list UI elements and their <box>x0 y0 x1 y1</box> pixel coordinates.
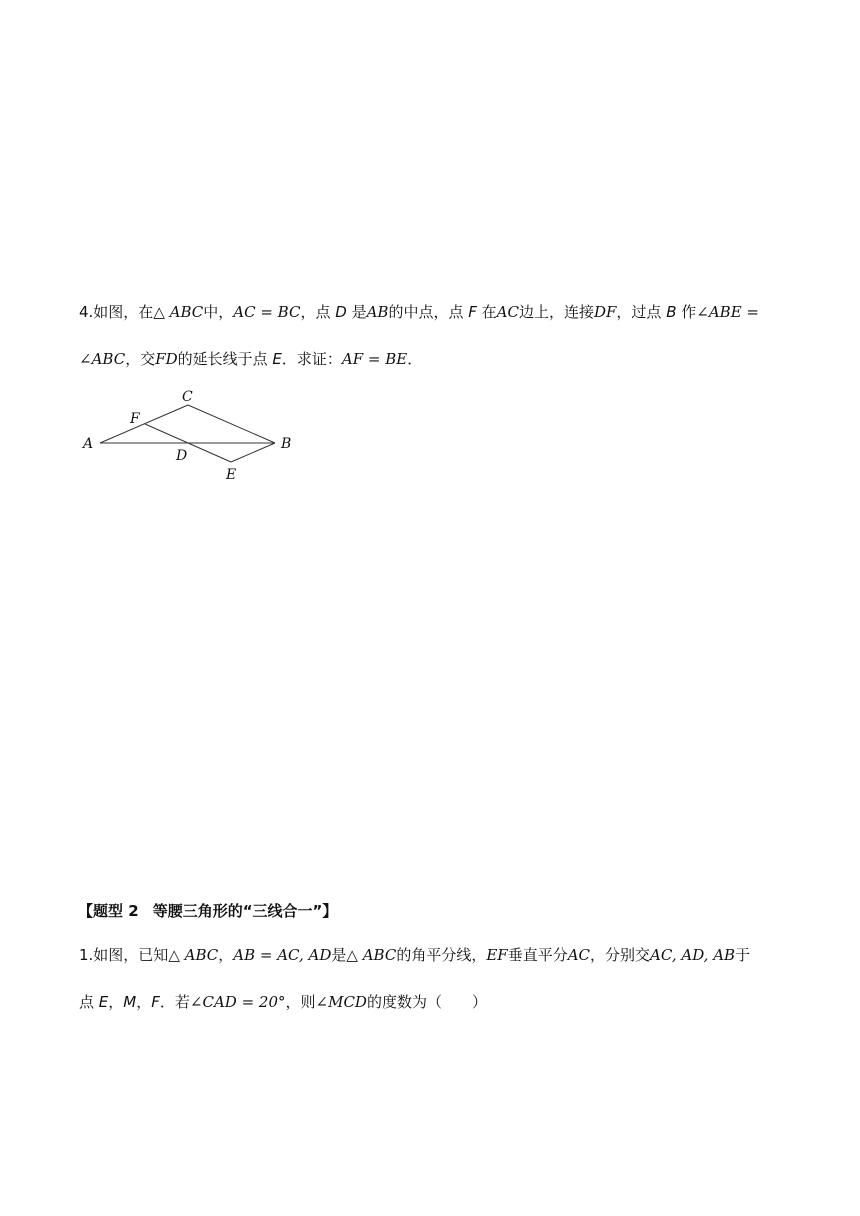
text: 的角平分线， <box>396 946 487 964</box>
bracket-open: 【 <box>78 902 94 920</box>
math: AC = BC <box>233 303 301 321</box>
text: ．若 <box>159 993 190 1011</box>
text: 的中点，点 <box>388 303 469 321</box>
text: ，分别交 <box>590 946 651 964</box>
math: AC <box>567 946 591 964</box>
problem-1-line-2 <box>79 992 487 1012</box>
text: ． <box>407 350 423 368</box>
text: 是 <box>331 946 347 964</box>
text: ，则 <box>285 993 316 1011</box>
problem-1-line-1 <box>79 945 750 965</box>
label-a: A <box>83 436 94 452</box>
label-b: B <box>281 436 292 452</box>
text: 的延长线于点 <box>177 350 273 368</box>
text: 4.如图，在 <box>79 303 154 321</box>
math: ∠CAD = 20° <box>189 993 286 1011</box>
point-letter: M <box>123 993 137 1011</box>
math: FD <box>155 350 178 368</box>
bracket-close: 】 <box>322 902 338 920</box>
text: ，过点 <box>616 303 667 321</box>
point-letter: F <box>151 993 160 1011</box>
point-letter: B <box>666 303 677 321</box>
text: ， <box>218 946 234 964</box>
text: 是 <box>346 303 367 321</box>
type-label: 题型 2 <box>93 902 139 920</box>
math: EF <box>486 946 508 964</box>
section-title: 等腰三角形的“三线合一” <box>152 902 323 920</box>
label-c: C <box>182 389 193 405</box>
math: AF = BE <box>341 350 408 368</box>
text: 1.如图，已知 <box>79 946 169 964</box>
math: ∠MCD <box>315 993 367 1011</box>
text: 在 <box>476 303 497 321</box>
text: ， <box>108 993 124 1011</box>
problem-4-line-2 <box>79 349 422 369</box>
point-letter: F <box>468 303 477 321</box>
math: AC, AD, AB <box>650 946 736 964</box>
label-d: D <box>176 448 188 464</box>
problem-4-line-1 <box>79 302 759 322</box>
math: ∠ABE = <box>696 303 759 321</box>
text: 的度数为（ ） <box>366 993 487 1011</box>
text: ．求证： <box>281 350 342 368</box>
math: AB <box>366 303 389 321</box>
math: △ ABC <box>346 946 397 964</box>
math: DF <box>593 303 617 321</box>
point-letter: E <box>272 350 282 368</box>
text: 垂直平分 <box>507 946 568 964</box>
label-e: E <box>226 467 237 483</box>
text: 边上，连接 <box>518 303 594 321</box>
text: 点 <box>79 993 99 1011</box>
math: △ ABC <box>168 946 219 964</box>
text: 于 <box>735 946 751 964</box>
segment-be <box>231 443 275 462</box>
section-heading <box>78 900 337 921</box>
text: ， <box>136 993 152 1011</box>
text: 作 <box>676 303 697 321</box>
point-letter: D <box>335 303 347 321</box>
text: 中， <box>203 303 234 321</box>
point-letter: E <box>98 993 109 1011</box>
math: AB = AC, AD <box>233 946 332 964</box>
math: △ ABC <box>153 303 204 321</box>
segment-cb <box>188 405 275 443</box>
text: ，交 <box>125 350 156 368</box>
text: ，点 <box>300 303 336 321</box>
label-f: F <box>130 411 140 427</box>
math: ∠ABC <box>79 350 126 368</box>
geometry-figure <box>78 384 308 484</box>
math: AC <box>496 303 519 321</box>
